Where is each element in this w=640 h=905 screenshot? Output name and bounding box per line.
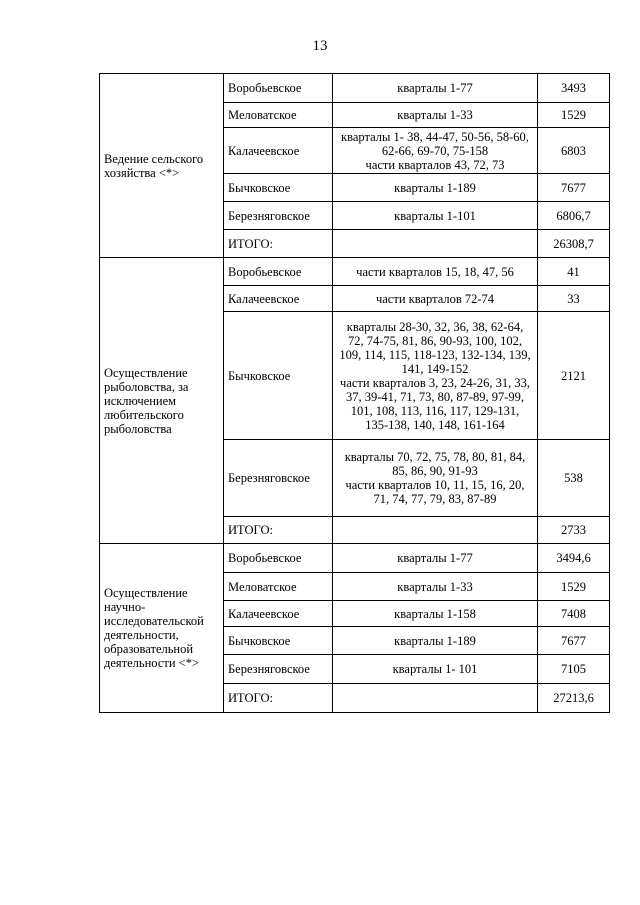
- activity-line: исследовательской: [104, 614, 204, 628]
- blocks-cell: [333, 573, 538, 601]
- area-cell: 7677: [538, 174, 610, 202]
- area-cell: 7105: [538, 655, 610, 684]
- area-cell: 2733: [538, 517, 610, 544]
- area-cell: 1529: [538, 103, 610, 128]
- forestry-cell: Воробьевское: [224, 258, 333, 286]
- forest-use-table: [99, 73, 610, 713]
- area-cell: 41: [538, 258, 610, 286]
- activity-line: Осуществление: [104, 365, 188, 380]
- blocks-line: 72, 74-75, 81, 86, 90-93, 100, 102,: [348, 333, 522, 348]
- blocks-cell: [333, 230, 538, 258]
- activity-line: хозяйства <*>: [104, 165, 180, 180]
- forestry-cell: Меловатское: [224, 103, 333, 128]
- blocks-cell: [333, 286, 538, 312]
- blocks-line: 85, 86, 90, 91-93: [392, 464, 478, 478]
- blocks-cell: [333, 544, 538, 573]
- forestry-cell: Калачеевское: [224, 601, 333, 627]
- forestry-cell: Березняговское: [224, 440, 333, 517]
- table-row: [100, 258, 610, 286]
- forestry-cell: Воробьевское: [224, 74, 333, 103]
- blocks-cell: [333, 312, 538, 440]
- blocks-line: кварталы 1- 38, 44-47, 50-56, 58-60,: [341, 129, 529, 144]
- table-row: [100, 74, 610, 103]
- blocks-line: кварталы 1- 101: [392, 662, 478, 676]
- area-cell: 1529: [538, 573, 610, 601]
- blocks-line: кварталы 1-33: [397, 108, 473, 122]
- blocks-cell: [333, 174, 538, 202]
- activity-line: образовательной: [104, 642, 194, 656]
- total-label: ИТОГО:: [224, 517, 333, 544]
- area-cell: 6803: [538, 128, 610, 174]
- blocks-line: кварталы 1-189: [394, 633, 476, 648]
- blocks-cell: [333, 440, 538, 517]
- forestry-cell: Калачеевское: [224, 128, 333, 174]
- blocks-cell: [333, 202, 538, 230]
- area-cell: 7677: [538, 627, 610, 655]
- area-cell: 6806,7: [538, 202, 610, 230]
- blocks-line: части кварталов 43, 72, 73: [365, 157, 505, 172]
- activity-line: деятельности,: [104, 628, 179, 642]
- blocks-line: 62-66, 69-70, 75-158: [381, 143, 489, 158]
- activity-line: деятельности <*>: [104, 656, 200, 670]
- blocks-line: кварталы 1-158: [394, 606, 476, 621]
- total-label: ИТОГО:: [224, 230, 333, 258]
- activity-cell: [100, 544, 224, 713]
- activity-line: рыболовства, за: [104, 379, 189, 394]
- blocks-line: кварталы 70, 72, 75, 78, 80, 81, 84,: [344, 450, 526, 464]
- activity-cell: [100, 258, 224, 544]
- blocks-line: части кварталов 10, 11, 15, 16, 20,: [345, 478, 525, 492]
- activity-line: рыболовства: [104, 421, 172, 436]
- activity-line: научно-: [104, 600, 146, 614]
- blocks-cell: [333, 684, 538, 713]
- area-cell: 33: [538, 286, 610, 312]
- blocks-cell: [333, 655, 538, 684]
- blocks-line: части кварталов 72-74: [375, 291, 495, 306]
- blocks-cell: [333, 517, 538, 544]
- blocks-line: кварталы 1-77: [397, 81, 473, 95]
- blocks-line: кварталы 28-30, 32, 36, 38, 62-64,: [346, 319, 524, 334]
- area-cell: 26308,7: [538, 230, 610, 258]
- activity-line: любительского: [104, 407, 184, 422]
- area-cell: 2121: [538, 312, 610, 440]
- blocks-cell: [333, 103, 538, 128]
- forestry-cell: Бычковское: [224, 627, 333, 655]
- forestry-cell: Калачеевское: [224, 286, 333, 312]
- blocks-line: части кварталов 15, 18, 47, 56: [356, 264, 514, 279]
- area-cell: 27213,6: [538, 684, 610, 713]
- blocks-line: 141, 149-152: [401, 361, 469, 376]
- forestry-cell: Воробьевское: [224, 544, 333, 573]
- blocks-cell: [333, 74, 538, 103]
- area-cell: 538: [538, 440, 610, 517]
- blocks-line: 71, 74, 77, 79, 83, 87-89: [373, 492, 497, 506]
- blocks-cell: [333, 627, 538, 655]
- blocks-line: 101, 108, 113, 116, 117, 129-131,: [350, 403, 520, 418]
- blocks-cell: [333, 258, 538, 286]
- page-number: 13: [312, 38, 328, 54]
- blocks-line: кварталы 1-189: [394, 180, 476, 195]
- activity-cell: [100, 74, 224, 258]
- blocks-line: части кварталов 3, 23, 24-26, 31, 33,: [340, 375, 530, 390]
- forestry-cell: Березняговское: [224, 202, 333, 230]
- blocks-cell: [333, 601, 538, 627]
- forestry-cell: Бычковское: [224, 174, 333, 202]
- activity-line: исключением: [104, 393, 177, 408]
- blocks-line: кварталы 1-77: [397, 551, 473, 565]
- forestry-cell: Березняговское: [224, 655, 333, 684]
- forestry-cell: Меловатское: [224, 573, 333, 601]
- blocks-cell: [333, 128, 538, 174]
- activity-line: Осуществление: [104, 586, 188, 600]
- blocks-line: кварталы 1-101: [394, 208, 476, 223]
- blocks-line: кварталы 1-33: [397, 579, 473, 594]
- activity-line: Ведение сельского: [104, 151, 204, 166]
- area-cell: 3494,6: [538, 544, 610, 573]
- table-row: [100, 544, 610, 573]
- blocks-line: 37, 39-41, 71, 73, 80, 87-89, 97-99,: [345, 389, 525, 404]
- blocks-line: 135-138, 140, 148, 161-164: [365, 417, 505, 432]
- total-label: ИТОГО:: [224, 684, 333, 713]
- blocks-line: 109, 114, 115, 118-123, 132-134, 139,: [339, 347, 531, 362]
- area-cell: 7408: [538, 601, 610, 627]
- area-cell: 3493: [538, 74, 610, 103]
- forestry-cell: Бычковское: [224, 312, 333, 440]
